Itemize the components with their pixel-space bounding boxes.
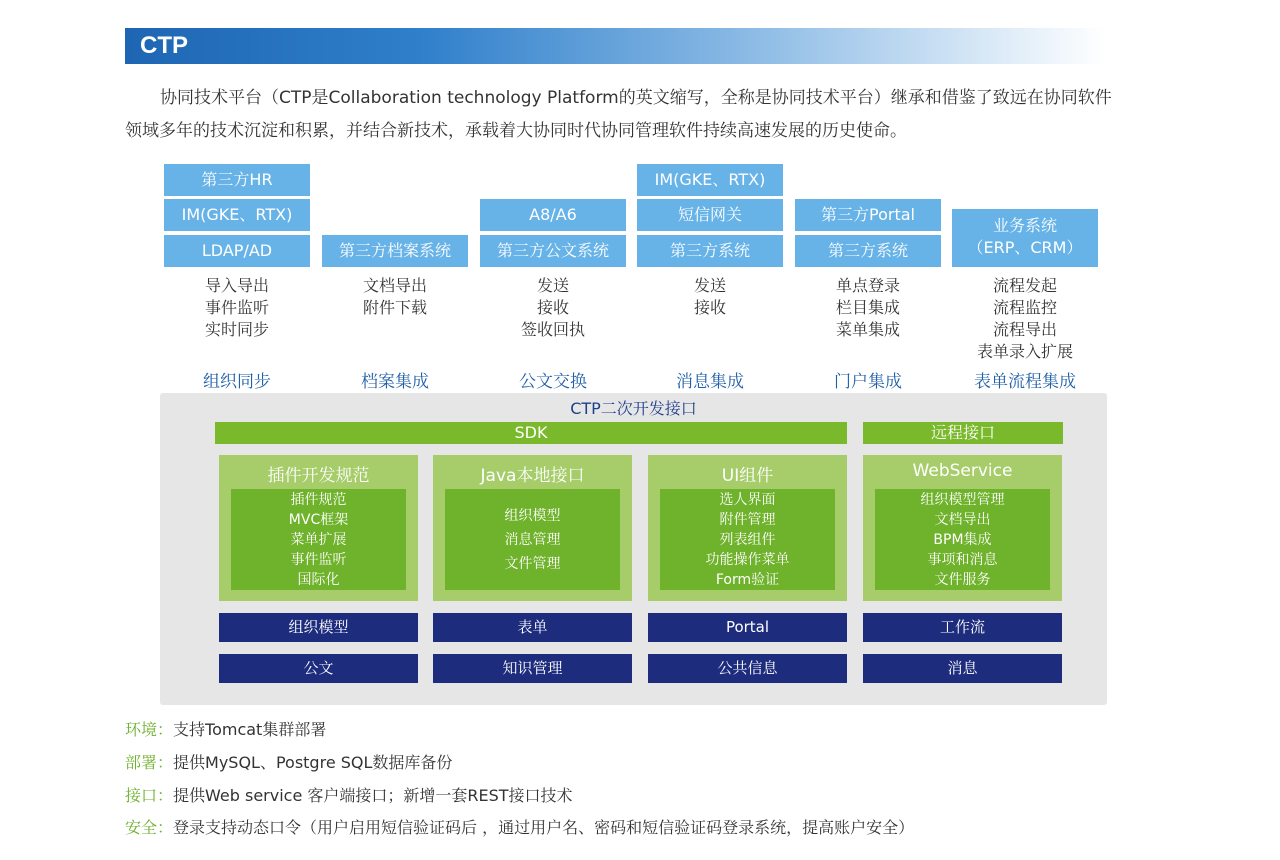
footer-interface xyxy=(125,785,573,807)
module-item: 事件监听 xyxy=(290,551,347,568)
desc-portal xyxy=(795,275,941,341)
category-message: 消息集成 xyxy=(676,372,744,392)
box-third-party-system-2: 第三方系统 xyxy=(795,235,941,267)
desc-item: 流程发起 xyxy=(992,276,1057,295)
footer-label: 部署： xyxy=(125,753,174,772)
module-item: 文档导出 xyxy=(934,511,991,528)
category-document: 公文交换 xyxy=(519,372,587,392)
module-item: 事项和消息 xyxy=(927,551,998,568)
module-title: UI组件 xyxy=(721,466,774,486)
desc-item: 接收 xyxy=(536,298,569,317)
module-item: 组织模型 xyxy=(504,507,561,524)
footer-text: 提供MySQL、Postgre SQL数据库备份 xyxy=(173,753,453,772)
module-item: 插件规范 xyxy=(290,491,347,508)
desc-document xyxy=(480,275,626,341)
module-plugin-spec xyxy=(219,455,418,601)
footer-environment xyxy=(125,719,326,741)
box-form: 表单 xyxy=(433,613,632,642)
intro-line-2: 领域多年的技术沉淀和积累，并结合新技术，承载着大协同时代协同管理软件持续高速发展的历史使命。 xyxy=(125,121,907,141)
page-title: CTP xyxy=(140,32,188,59)
box-sms-gateway: 短信网关 xyxy=(637,199,783,231)
business-system-label: 业务系统 xyxy=(992,216,1057,235)
box-third-party-document: 第三方公文系统 xyxy=(480,235,626,267)
desc-item: 附件下载 xyxy=(362,298,427,317)
footer-text: 支持Tomcat集群部署 xyxy=(173,720,327,739)
module-item: 选人界面 xyxy=(719,491,776,508)
desc-item: 导入导出 xyxy=(204,276,269,295)
box-public-info: 公共信息 xyxy=(648,654,847,683)
footer-text: 登录支持动态口令（用户启用短信验证码后 ，通过用户名、密码和短信验证码登录系统，提高账户安全） xyxy=(173,818,915,837)
desc-form-flow xyxy=(952,275,1098,363)
module-items xyxy=(231,489,406,590)
module-items xyxy=(660,489,835,590)
desc-item: 流程导出 xyxy=(992,320,1057,339)
module-item: 功能操作菜单 xyxy=(705,551,790,568)
module-item: BPM集成 xyxy=(933,531,992,548)
footer-text: 提供Web service 客户端接口；新增一套REST接口技术 xyxy=(173,786,573,805)
module-item: 附件管理 xyxy=(719,511,776,528)
desc-item: 接收 xyxy=(693,298,726,317)
desc-item: 发送 xyxy=(693,276,726,295)
module-item: MVC框架 xyxy=(288,511,349,528)
module-item: 国际化 xyxy=(297,571,340,588)
box-portal: Portal xyxy=(648,613,847,642)
footer-deployment xyxy=(125,752,452,774)
desc-org-sync xyxy=(164,275,310,341)
desc-message xyxy=(637,275,783,319)
module-items xyxy=(875,489,1050,590)
desc-item: 文档导出 xyxy=(362,276,427,295)
desc-item: 流程监控 xyxy=(992,298,1057,317)
desc-item: 事件监听 xyxy=(204,298,269,317)
desc-item: 栏目集成 xyxy=(835,298,900,317)
footer-label: 环境： xyxy=(125,720,174,739)
desc-item: 实时同步 xyxy=(204,320,269,339)
box-a8-a6: A8/A6 xyxy=(480,199,626,231)
module-title: 插件开发规范 xyxy=(267,466,370,486)
module-item: 消息管理 xyxy=(504,531,561,548)
box-third-party-system: 第三方系统 xyxy=(637,235,783,267)
module-item: 菜单扩展 xyxy=(290,531,347,548)
box-org-model: 组织模型 xyxy=(219,613,418,642)
desc-item: 表单录入扩展 xyxy=(976,342,1073,361)
remote-interface-bar: 远程接口 xyxy=(863,422,1063,444)
module-java-local xyxy=(433,455,632,601)
box-knowledge-management: 知识管理 xyxy=(433,654,632,683)
module-item: 组织模型管理 xyxy=(920,491,1005,508)
box-business-system xyxy=(952,209,1098,267)
panel-title: CTP二次开发接口 xyxy=(570,399,697,418)
box-third-party-hr: 第三方HR xyxy=(164,164,310,196)
module-webservice xyxy=(863,455,1062,601)
footer-security xyxy=(125,817,914,839)
desc-item: 发送 xyxy=(536,276,569,295)
footer-label: 接口： xyxy=(125,786,174,805)
business-system-sub: （ERP、CRM） xyxy=(967,238,1083,257)
module-item: 文件管理 xyxy=(504,555,561,572)
module-item: 文件服务 xyxy=(934,571,991,588)
header-bar xyxy=(125,28,1105,64)
desc-item: 单点登录 xyxy=(835,276,900,295)
category-org-sync: 组织同步 xyxy=(203,372,271,392)
category-archive: 档案集成 xyxy=(361,372,429,392)
category-portal: 门户集成 xyxy=(834,372,902,392)
box-third-party-archive: 第三方档案系统 xyxy=(322,235,468,267)
module-item: 列表组件 xyxy=(719,531,776,548)
box-workflow: 工作流 xyxy=(863,613,1062,642)
box-im-gke-rtx: IM(GKE、RTX) xyxy=(164,199,310,231)
category-form-flow: 表单流程集成 xyxy=(974,372,1076,392)
intro-line-1: 协同技术平台（CTP是Collaboration technology Platform的英文缩写，全称是协同技术平台）继承和借鉴了致远在协同软件 xyxy=(160,88,1112,108)
desc-item: 菜单集成 xyxy=(835,320,900,339)
box-ldap-ad: LDAP/AD xyxy=(164,235,310,267)
module-title: Java本地接口 xyxy=(480,466,585,486)
module-item: Form验证 xyxy=(715,571,780,588)
box-third-party-portal: 第三方Portal xyxy=(795,199,941,231)
footer-label: 安全： xyxy=(125,818,174,837)
desc-item: 签收回执 xyxy=(520,320,585,339)
desc-archive xyxy=(322,275,468,319)
box-message: 消息 xyxy=(863,654,1062,683)
box-official-document: 公文 xyxy=(219,654,418,683)
module-title: WebService xyxy=(912,461,1013,481)
module-ui-components xyxy=(648,455,847,601)
box-im-gke-rtx-2: IM(GKE、RTX) xyxy=(637,164,783,196)
sdk-bar: SDK xyxy=(215,422,847,444)
module-items xyxy=(445,489,620,590)
